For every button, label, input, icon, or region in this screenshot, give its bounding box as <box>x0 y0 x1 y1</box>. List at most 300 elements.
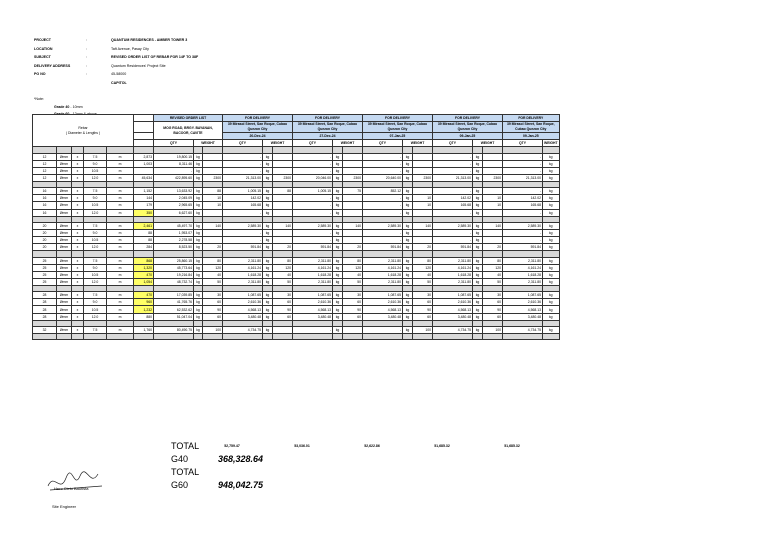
length-unit: m <box>107 292 134 299</box>
delivery-weight: - <box>433 153 473 160</box>
bar-diameter: 28 <box>33 313 57 320</box>
order-qty: 1,320 <box>134 264 154 271</box>
order-qty: 470 <box>134 271 154 278</box>
delivery-qty <box>483 209 503 216</box>
delivery-title: FOR DELIVERY <box>223 115 293 122</box>
delivery-weight: 1,005.15 <box>293 188 333 195</box>
order-weight: 2,278.58 <box>154 237 194 244</box>
header-row <box>34 70 198 79</box>
delivery-total: 53,036.01 <box>294 444 310 448</box>
weight-unit: kg <box>194 188 203 195</box>
delivery-total: 51,685.32 <box>434 444 450 448</box>
order-qty: 2,873 <box>134 153 154 160</box>
diameter-unit: Ømm <box>57 306 72 313</box>
delivery-qty <box>483 167 503 174</box>
weight-header: WEIGHT <box>473 140 503 147</box>
delivery-weight: 1,087.65 <box>223 292 263 299</box>
delivery-weight: - <box>363 237 403 244</box>
bar-length: 7.5 <box>84 292 107 299</box>
table-row <box>33 174 560 181</box>
table-row <box>33 278 560 285</box>
delivery-qty: 40 <box>273 271 293 278</box>
length-unit: m <box>107 153 134 160</box>
table-row <box>33 257 560 264</box>
delivery-address: 39 Mirasol Street, San Roque, Cubao Quezon City <box>223 122 293 133</box>
order-qty: 868 <box>134 257 154 264</box>
weight-unit: kg <box>333 244 343 251</box>
delivery-qty: 120 <box>203 264 223 271</box>
bar-length: 7.5 <box>84 153 107 160</box>
delivery-weight: 4,161.24 <box>433 264 473 271</box>
weight-unit: kg <box>473 299 483 306</box>
delivery-qty: 30 <box>413 292 433 299</box>
delivery-qty <box>413 230 433 237</box>
bar-diameter: 12 <box>33 153 57 160</box>
delivery-weight: 2,311.80 <box>293 257 333 264</box>
bar-diameter: 16 <box>33 195 57 202</box>
times-sign: x <box>72 188 84 195</box>
weight-unit: kg <box>403 153 413 160</box>
order-weight: 2,965.65 <box>154 202 194 209</box>
delivery-qty: 100 <box>413 326 433 333</box>
diameter-unit: Ømm <box>57 160 72 167</box>
weight-unit: kg <box>194 264 203 271</box>
order-qty: 1,054 <box>134 278 154 285</box>
header-row <box>34 62 198 71</box>
delivery-weight: 3,480.48 <box>433 313 473 320</box>
weight-unit: kg <box>473 160 483 167</box>
delivery-qty <box>483 160 503 167</box>
delivery-weight: 142.02 <box>223 195 263 202</box>
delivery-weight: 21,313.00 <box>503 174 543 181</box>
delivery-qty: 20 <box>483 244 503 251</box>
table-row <box>33 237 560 244</box>
table-row <box>33 326 560 333</box>
table-row <box>33 313 560 320</box>
weight-unit: kg <box>194 222 203 229</box>
table-row <box>33 299 560 306</box>
weight-unit: kg <box>263 299 273 306</box>
spacer-row <box>33 334 560 340</box>
bar-diameter: 28 <box>33 306 57 313</box>
weight-unit: kg <box>263 313 273 320</box>
times-sign: x <box>72 313 84 320</box>
diameter-unit: Ømm <box>57 278 72 285</box>
weight-unit: kg <box>543 278 560 285</box>
diameter-unit: Ømm <box>57 230 72 237</box>
delivery-qty: 2300 <box>203 174 223 181</box>
weight-unit: kg <box>403 292 413 299</box>
delivery-qty <box>343 160 363 167</box>
header-row <box>34 36 198 45</box>
diameter-unit: Ømm <box>57 244 72 251</box>
order-qty: 179 <box>134 202 154 209</box>
delivery-qty <box>413 209 433 216</box>
bar-length: 10.5 <box>84 271 107 278</box>
delivery-qty: 2300 <box>273 174 293 181</box>
delivery-weight: - <box>293 209 333 216</box>
delivery-qty: 90 <box>203 306 223 313</box>
diameter-unit: Ømm <box>57 264 72 271</box>
delivery-weight: - <box>363 326 403 333</box>
delivery-weight: 1,618.28 <box>293 271 333 278</box>
delivery-weight: 852.12 <box>363 188 403 195</box>
table-row <box>33 202 560 209</box>
qty-header: QTY <box>223 140 263 147</box>
weight-unit: kg <box>333 160 343 167</box>
order-qty: 1,152 <box>134 188 154 195</box>
bar-length: 9.0 <box>84 264 107 271</box>
delivery-weight: 2,589.30 <box>433 222 473 229</box>
order-weight: 19,216.84 <box>154 271 194 278</box>
delivery-weight: - <box>503 153 543 160</box>
delivery-qty <box>273 160 293 167</box>
delivery-weight: - <box>293 230 333 237</box>
weight-unit: kg <box>403 188 413 195</box>
delivery-weight: 1,087.65 <box>363 292 403 299</box>
bar-diameter: 25 <box>33 257 57 264</box>
delivery-weight: 3,480.48 <box>293 313 333 320</box>
weight-unit: kg <box>473 306 483 313</box>
weight-unit: kg <box>194 326 203 333</box>
times-sign: x <box>72 306 84 313</box>
bar-length: 9.0 <box>84 160 107 167</box>
weight-unit: kg <box>543 174 560 181</box>
delivery-qty: 60 <box>483 313 503 320</box>
delivery-weight: 2,589.30 <box>293 222 333 229</box>
length-unit: m <box>107 244 134 251</box>
order-weight: 45,497.70 <box>154 222 194 229</box>
delivery-weight: 1,618.28 <box>503 271 543 278</box>
weight-unit: kg <box>473 292 483 299</box>
bar-length: 12.0 <box>84 174 107 181</box>
weight-unit: kg <box>403 257 413 264</box>
weight-unit: kg <box>194 153 203 160</box>
times-sign: x <box>72 202 84 209</box>
order-qty: 1,003 <box>134 160 154 167</box>
weight-unit: kg <box>543 209 560 216</box>
total-value: 368,328.64 <box>218 454 264 464</box>
delivery-qty: 10 <box>203 202 223 209</box>
delivery-weight: - <box>293 160 333 167</box>
weight-unit: kg <box>543 271 560 278</box>
weight-unit: kg <box>194 195 203 202</box>
weight-unit: kg <box>263 188 273 195</box>
header-sub: CAPITOL <box>111 80 127 85</box>
rebar-order-table <box>32 114 560 340</box>
delivery-qty: 100 <box>483 326 503 333</box>
weight-unit: kg <box>263 306 273 313</box>
delivery-weight: - <box>293 167 333 174</box>
order-weight: 25,860.15 <box>154 257 194 264</box>
times-sign: x <box>72 292 84 299</box>
delivery-weight: 2,610.36 <box>433 299 473 306</box>
delivery-weight: - <box>503 188 543 195</box>
delivery-weight: 165.68 <box>503 202 543 209</box>
order-weight: 19,800.15 <box>154 153 194 160</box>
delivery-qty: 50 <box>273 278 293 285</box>
delivery-address: 39 Mirasol Street, San Roque, Cubao Quezon City <box>363 122 433 133</box>
header-value: 45-58000 <box>111 72 127 77</box>
order-qty: 470 <box>134 292 154 299</box>
length-unit: m <box>107 230 134 237</box>
delivery-date: 20-Dec-24 <box>223 133 293 140</box>
delivery-qty <box>343 326 363 333</box>
delivery-weight: 591.84 <box>503 244 543 251</box>
diameter-unit: Ømm <box>57 326 72 333</box>
weight-unit: kg <box>333 264 343 271</box>
bar-diameter: 12 <box>33 160 57 167</box>
total-label: TOTAL G60 <box>171 467 199 490</box>
table-row <box>33 244 560 251</box>
delivery-weight: 4,734.75 <box>503 326 543 333</box>
times-sign: x <box>72 271 84 278</box>
diameter-unit: Ømm <box>57 299 72 306</box>
times-sign: x <box>72 299 84 306</box>
delivery-weight: - <box>433 237 473 244</box>
times-sign: x <box>72 326 84 333</box>
weight-unit: kg <box>333 313 343 320</box>
delivery-weight: 1,618.28 <box>433 271 473 278</box>
weight-unit: kg <box>403 237 413 244</box>
delivery-weight: 591.84 <box>363 244 403 251</box>
weight-unit: kg <box>403 326 413 333</box>
delivery-qty: 80 <box>483 257 503 264</box>
header-key: DELIVERY ADDRESS <box>34 63 71 68</box>
length-unit: m <box>107 326 134 333</box>
bar-length: 10.5 <box>84 167 107 174</box>
delivery-qty: 20 <box>413 244 433 251</box>
weight-unit: kg <box>543 153 560 160</box>
delivery-qty <box>273 167 293 174</box>
note-label: *Note: <box>34 97 44 101</box>
bar-diameter: 25 <box>33 271 57 278</box>
delivery-qty: 80 <box>203 257 223 264</box>
delivery-weight: 2,311.80 <box>503 257 543 264</box>
order-weight: 45,773.64 <box>154 264 194 271</box>
delivery-weight: - <box>293 326 333 333</box>
delivery-weight: - <box>293 153 333 160</box>
order-qty: 284 <box>134 244 154 251</box>
weight-unit: kg <box>473 278 483 285</box>
delivery-weight: - <box>223 237 263 244</box>
bar-length: 7.5 <box>84 326 107 333</box>
times-sign: x <box>72 237 84 244</box>
delivery-qty: 140 <box>203 222 223 229</box>
delivery-qty: 120 <box>483 264 503 271</box>
delivery-date: 09-Jan-25 <box>503 133 560 140</box>
delivery-qty <box>483 230 503 237</box>
table-row <box>33 271 560 278</box>
order-weight: 17,039.85 <box>154 292 194 299</box>
diameter-unit: Ømm <box>57 188 72 195</box>
weight-unit: kg <box>333 209 343 216</box>
delivery-weight: 591.84 <box>223 244 263 251</box>
order-qty: 1,232 <box>134 306 154 313</box>
delivery-qty: 60 <box>343 313 363 320</box>
header-value: Taft Avenue, Pasay City <box>111 46 149 51</box>
delivery-weight: - <box>363 167 403 174</box>
weight-unit: kg <box>543 202 560 209</box>
delivery-qty <box>273 230 293 237</box>
delivery-weight: 142.02 <box>503 195 543 202</box>
weight-unit: kg <box>473 271 483 278</box>
weight-unit: kg <box>473 230 483 237</box>
delivery-weight: - <box>223 209 263 216</box>
delivery-qty <box>413 188 433 195</box>
delivery-qty: 50 <box>483 278 503 285</box>
delivery-total: 51,685.32 <box>504 444 520 448</box>
weight-unit: kg <box>333 326 343 333</box>
delivery-qty: 30 <box>483 292 503 299</box>
bar-length: 9.0 <box>84 195 107 202</box>
delivery-weight: - <box>293 237 333 244</box>
weight-unit: kg <box>333 188 343 195</box>
times-sign: x <box>72 195 84 202</box>
weight-unit: kg <box>194 278 203 285</box>
delivery-weight: 2,589.30 <box>223 222 263 229</box>
delivery-qty: 140 <box>273 222 293 229</box>
delivery-qty: 60 <box>413 299 433 306</box>
bar-diameter: 28 <box>33 299 57 306</box>
delivery-qty <box>273 209 293 216</box>
order-weight: 422,895.60 <box>154 174 194 181</box>
delivery-qty <box>483 188 503 195</box>
table-row <box>33 230 560 237</box>
weight-unit: kg <box>263 237 273 244</box>
delivery-weight: - <box>223 230 263 237</box>
header-value: Quantum Residences' Project Site <box>111 63 166 68</box>
delivery-weight: 2,610.36 <box>363 299 403 306</box>
bar-length: 9.0 <box>84 230 107 237</box>
delivery-weight: - <box>363 153 403 160</box>
weight-unit: kg <box>473 153 483 160</box>
delivery-weight: 3,480.48 <box>503 313 543 320</box>
order-qty: 88 <box>134 230 154 237</box>
delivery-weight: 3,480.48 <box>363 313 403 320</box>
table-row <box>33 167 560 174</box>
delivery-weight: 591.84 <box>433 244 473 251</box>
weight-unit: kg <box>543 237 560 244</box>
delivery-qty: 140 <box>483 222 503 229</box>
weight-unit: kg <box>263 264 273 271</box>
delivery-weight: - <box>363 202 403 209</box>
delivery-qty <box>273 202 293 209</box>
delivery-weight: - <box>223 153 263 160</box>
bar-diameter: 20 <box>33 244 57 251</box>
delivery-qty: 10 <box>483 202 503 209</box>
qty-header: QTY <box>503 140 543 147</box>
delivery-weight: - <box>433 167 473 174</box>
weight-unit: kg <box>194 244 203 251</box>
delivery-qty: 90 <box>413 306 433 313</box>
delivery-qty <box>413 160 433 167</box>
delivery-qty: 50 <box>413 278 433 285</box>
header-colon: : <box>86 55 87 60</box>
times-sign: x <box>72 167 84 174</box>
weight-unit: kg <box>403 244 413 251</box>
delivery-qty <box>273 153 293 160</box>
order-weight: 6,627.60 <box>154 209 194 216</box>
bar-diameter: 16 <box>33 202 57 209</box>
weight-unit: kg <box>194 299 203 306</box>
delivery-weight: 1,087.65 <box>433 292 473 299</box>
length-unit: m <box>107 160 134 167</box>
times-sign: x <box>72 257 84 264</box>
delivery-qty: 60 <box>203 313 223 320</box>
delivery-weight: 4,734.75 <box>433 326 473 333</box>
order-qty: 880 <box>134 313 154 320</box>
total-row <box>171 466 263 492</box>
bar-length: 7.5 <box>84 188 107 195</box>
delivery-total: 52,622.86 <box>364 444 380 448</box>
delivery-qty: 60 <box>343 299 363 306</box>
weight-unit: kg <box>543 230 560 237</box>
delivery-weight: 4,161.24 <box>293 264 333 271</box>
delivery-weight: 4,161.24 <box>363 264 403 271</box>
length-unit: m <box>107 222 134 229</box>
delivery-qty: 75 <box>343 188 363 195</box>
bar-length: 10.5 <box>84 202 107 209</box>
diameter-unit: Ømm <box>57 257 72 264</box>
bar-length: 10.5 <box>84 306 107 313</box>
table-row <box>33 153 560 160</box>
bar-diameter: 12 <box>33 174 57 181</box>
delivery-qty: 2300 <box>343 174 363 181</box>
delivery-qty: 40 <box>483 271 503 278</box>
delivery-qty <box>203 153 223 160</box>
signer-name: Hero Cielo Bautista <box>54 486 89 491</box>
weight-unit: kg <box>333 153 343 160</box>
weight-unit: kg <box>263 160 273 167</box>
bar-diameter: 20 <box>33 230 57 237</box>
weight-header: WEIGHT <box>333 140 363 147</box>
delivery-weight: 2,311.80 <box>223 278 263 285</box>
times-sign: x <box>72 244 84 251</box>
delivery-qty: 10 <box>413 195 433 202</box>
delivery-qty: 120 <box>413 264 433 271</box>
length-unit: m <box>107 278 134 285</box>
delivery-weight: 2,610.36 <box>223 299 263 306</box>
length-unit: m <box>107 195 134 202</box>
grade40-note: Grade 40 - 10mm <box>54 104 83 109</box>
weight-unit: kg <box>473 202 483 209</box>
weight-unit: kg <box>543 306 560 313</box>
delivery-qty: 100 <box>203 326 223 333</box>
delivery-weight: 1,087.65 <box>503 292 543 299</box>
weight-unit: kg <box>194 292 203 299</box>
weight-unit: kg <box>194 174 203 181</box>
delivery-qty: 2300 <box>483 174 503 181</box>
delivery-weight: 1,618.28 <box>363 271 403 278</box>
delivery-qty <box>483 153 503 160</box>
delivery-qty <box>413 237 433 244</box>
weight-header: WEIGHT <box>543 140 560 147</box>
weight-unit: kg <box>543 299 560 306</box>
table-row <box>33 222 560 229</box>
length-unit: m <box>107 167 134 174</box>
bar-diameter: 28 <box>33 292 57 299</box>
diameter-unit: Ømm <box>57 167 72 174</box>
weight-unit: kg <box>403 222 413 229</box>
delivery-weight: 4,161.24 <box>223 264 263 271</box>
delivery-qty: 20 <box>343 244 363 251</box>
weight-unit: kg <box>194 160 203 167</box>
delivery-qty <box>203 209 223 216</box>
order-weight: 62,532.62 <box>154 306 194 313</box>
diameter-unit: Ømm <box>57 209 72 216</box>
order-weight: - <box>154 167 194 174</box>
